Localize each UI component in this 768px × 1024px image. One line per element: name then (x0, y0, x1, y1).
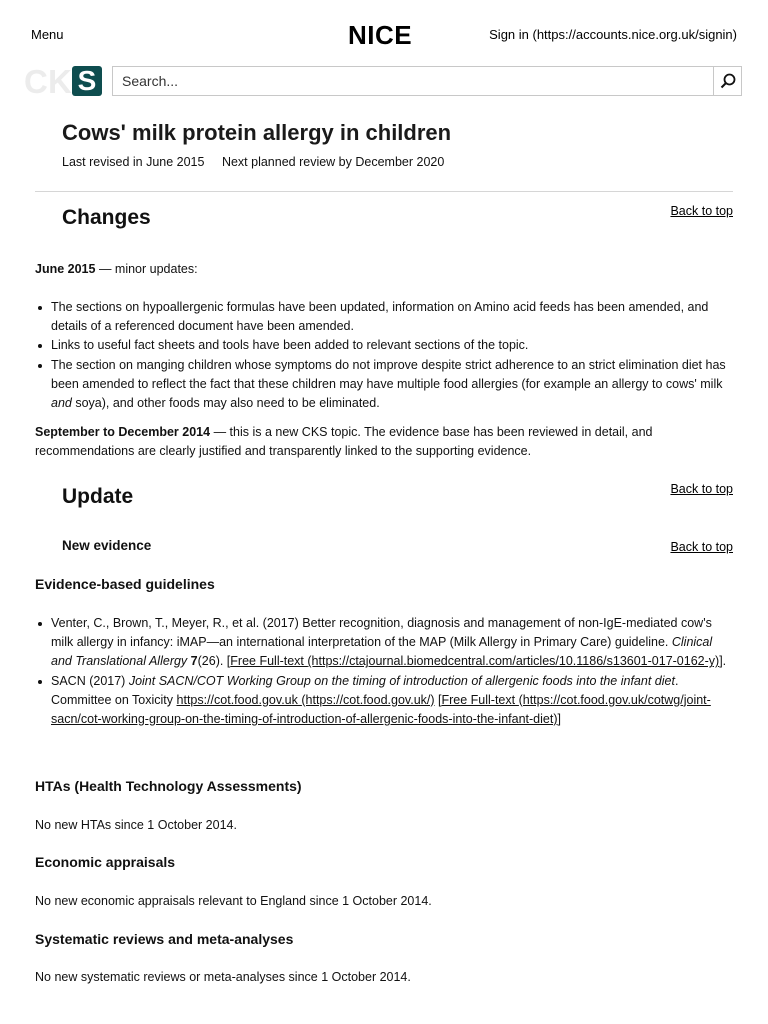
signin-link[interactable]: Sign in (https://accounts.nice.org.uk/signin) (489, 27, 737, 42)
ref2-end: ] (557, 712, 561, 727)
ref1-link-url: (https://ctajournal.biomedcentral.com/articles/10.1186/s13601-017-0162-y) (307, 654, 720, 669)
list-item: The sections on hypoallergenic formulas have been updated, information on Amino acid feeds has been amended, and details of a referenced document have been amended. (35, 298, 735, 336)
ref1-text: Venter, C., Brown, T., Meyer, R., et al. (2017) Better recognition, diagnosis and management of non-IgE-mediated cow's milk allergy in infancy: iMAP—an international interpretation of the MAP (Milk Allergy in Primary Care) guideline. (51, 616, 712, 650)
back-to-top-link[interactable]: Back to top (670, 482, 733, 496)
econ-text: No new economic appraisals relevant to England since 1 October 2014. (35, 894, 432, 908)
back-to-top-link[interactable]: Back to top (670, 540, 733, 554)
hta-heading: HTAs (Health Technology Assessments) (35, 778, 302, 794)
list-item: Links to useful fact sheets and tools have been added to relevant sections of the topic. (35, 336, 735, 355)
sept-text: — this is a new CKS topic. The evidence base has been reviewed in detail, and recommendations are clearly justified and transparently linked to the supporting evidence. (35, 425, 653, 458)
search-input[interactable] (113, 67, 713, 95)
hta-text: No new HTAs since 1 October 2014. (35, 818, 237, 832)
ref1-fulltext-link[interactable] (230, 654, 719, 668)
next-review: Next planned review by December 2020 (221, 155, 445, 169)
ref2-title: Joint SACN/COT Working Group on the timing of introduction of allergenic foods into the infant diet (128, 673, 675, 688)
top-bar (0, 0, 768, 66)
list-item (35, 614, 735, 672)
new-evidence-heading: New evidence (62, 538, 152, 553)
search-button[interactable] (713, 67, 741, 95)
june-text: — minor updates: (95, 262, 198, 276)
ref2-after-title: . Committee on Toxicity (51, 673, 679, 707)
sr-text: No new systematic reviews or meta-analyses since 1 October 2014. (35, 970, 411, 984)
sr-heading: Systematic reviews and meta-analyses (35, 931, 294, 947)
ebg-heading: Evidence-based guidelines (35, 576, 215, 592)
references-list (35, 614, 735, 729)
ref1-journal: Clinical and Translational Allergy (51, 635, 713, 669)
ref2-link1-url: (https://cot.food.gov.uk/) (301, 692, 435, 707)
item3-text-a: The section on manging children whose symptoms do not improve despite strict adherence to an strict elimination diet has been amended to reflect the fact that these children may have multiple food allergies (for example an allergy to cows' milk (51, 357, 726, 391)
search-icon (720, 73, 736, 89)
ref2-text: SACN (2017) (51, 673, 129, 688)
nice-logo[interactable]: NICE (348, 20, 413, 50)
update-heading: Update (62, 485, 134, 508)
menu-button[interactable]: Menu (31, 27, 64, 42)
revision-meta (62, 155, 458, 169)
ref1-issue: (26). [ (197, 654, 231, 669)
changes-list (35, 298, 735, 413)
cks-logo[interactable] (24, 63, 104, 100)
ref1-end: ]. (719, 654, 727, 669)
last-revised: Last revised in June 2015 (62, 155, 205, 169)
econ-heading: Economic appraisals (35, 854, 176, 870)
ref2-link1-label: https://cot.food.gov.uk (176, 692, 302, 707)
cks-logo-c: C (24, 63, 48, 100)
item3-and: and (51, 396, 72, 411)
list-item (35, 672, 735, 730)
ref2-mid: [ (434, 692, 442, 707)
ref1-link-label: Free Full-text (230, 654, 308, 669)
back-to-top-link[interactable]: Back to top (670, 204, 733, 218)
sept-date: September to December 2014 (35, 425, 211, 439)
divider (35, 191, 733, 192)
june-2015-summary (35, 260, 735, 279)
search-box (112, 66, 742, 96)
ref2-link2-label: Free Full-text (441, 692, 519, 707)
cks-logo-s: S (72, 66, 102, 96)
june-date: June 2015 (35, 262, 96, 276)
cks-logo-k: K (48, 63, 72, 100)
item3-text-b: soya), and other foods may also need to be eliminated. (71, 396, 380, 411)
list-item (35, 356, 735, 414)
changes-heading: Changes (62, 206, 151, 229)
sept-2014-summary (35, 423, 735, 461)
ref1-volume: 7 (187, 654, 198, 669)
search-row (24, 63, 744, 100)
ref2-cot-link[interactable] (177, 693, 435, 707)
ref2-link2-url: (https://cot.food.gov.uk/cotwg/joint-sacn/cot-working-group-on-the-timing-of-introduction-of-allergenic-foods-into-the-infant-diet) (51, 692, 711, 727)
page-title: Cows' milk protein allergy in children (62, 120, 452, 145)
